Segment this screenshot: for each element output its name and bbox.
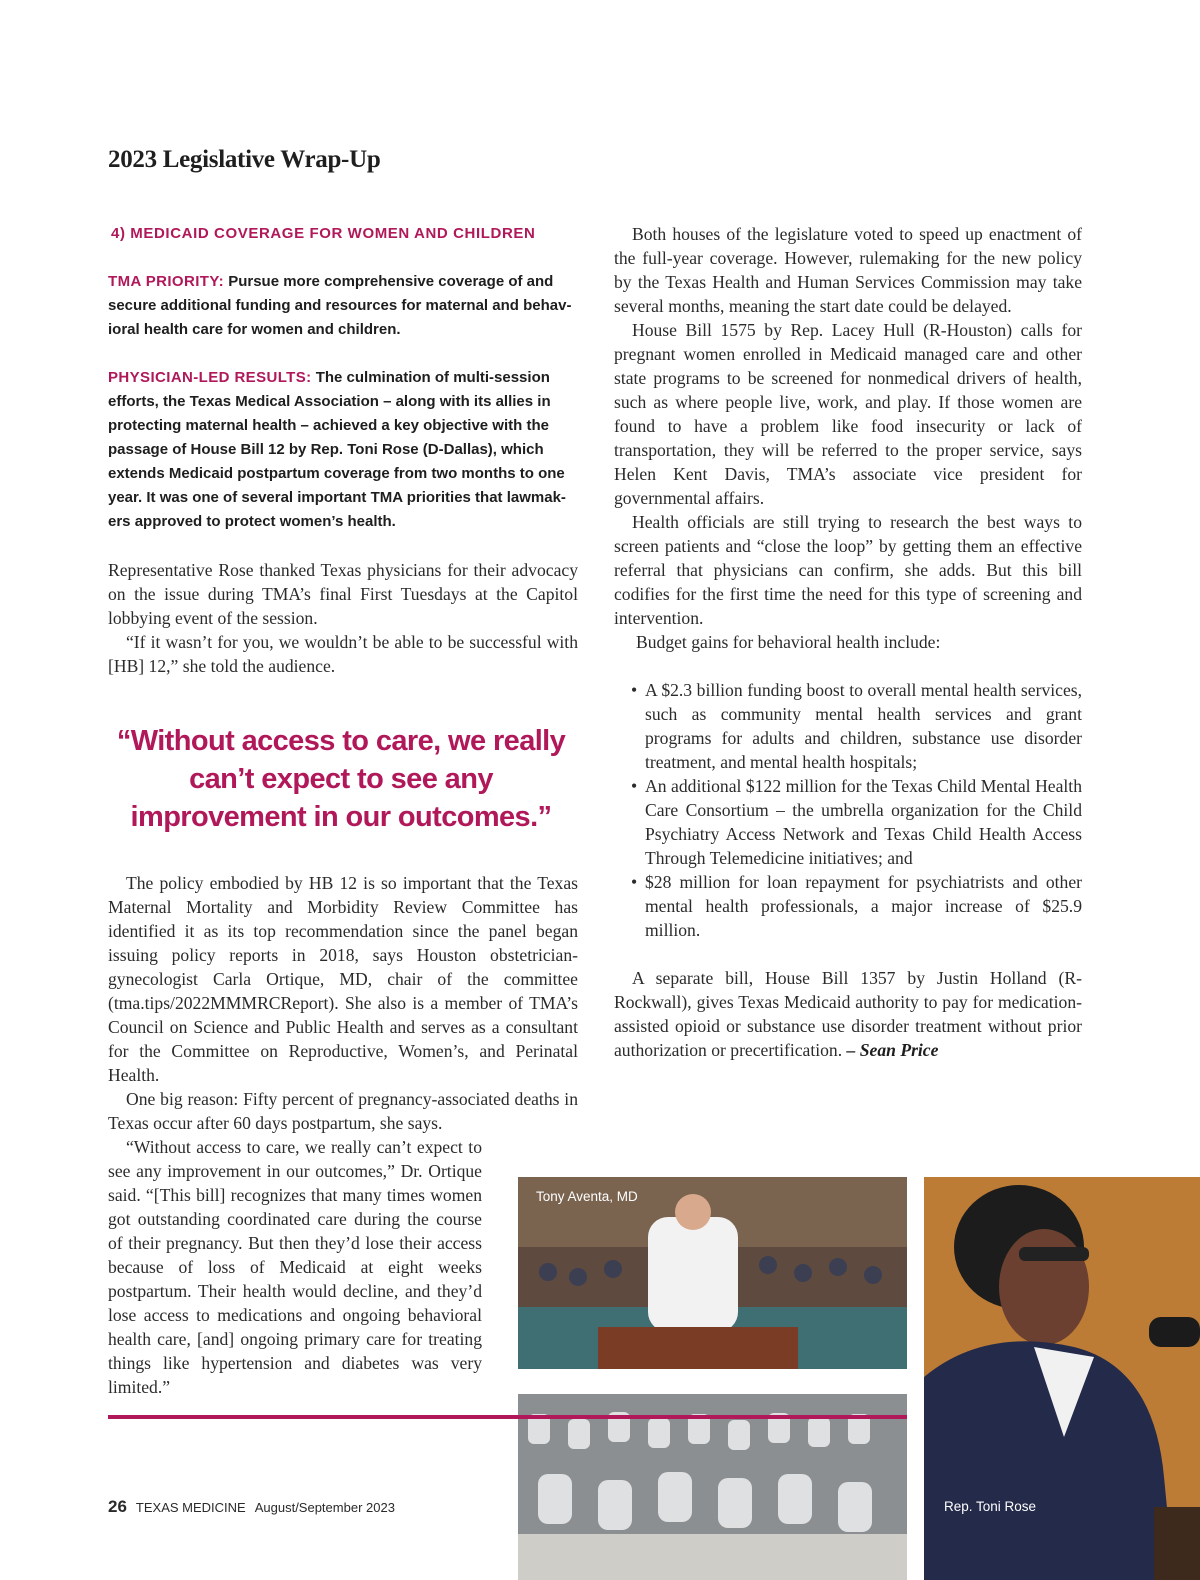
page-number: 26 bbox=[108, 1497, 127, 1516]
paragraph: “If it wasn’t for you, we wouldn’t be able to be successful with [HB] 12,” she told the audience. bbox=[108, 632, 578, 676]
left-body-bottom bbox=[108, 1135, 482, 1399]
paragraph: Budget gains for behavioral health include: bbox=[636, 632, 941, 652]
results-label: PHYSICIAN-LED RESULTS: bbox=[108, 369, 312, 386]
paragraph: One big reason: Fifty percent of pregnancy-associated deaths in Texas occur after 60 days postpartum, she says. bbox=[108, 1089, 578, 1133]
paragraph: Representative Rose thanked Texas physicians for their advocacy on the issue during TMA’s final First Tuesdays at the Capitol lobbying event of the session. bbox=[108, 560, 578, 628]
byline: – Sean Price bbox=[846, 1040, 939, 1060]
photo-toni-rose bbox=[924, 1177, 1200, 1580]
publication-name: TEXAS MEDICINE bbox=[135, 1500, 246, 1515]
tma-priority-block bbox=[108, 270, 578, 342]
audience-illustration bbox=[518, 1394, 907, 1580]
issue-date: August/September 2023 bbox=[254, 1500, 395, 1515]
photo-audience bbox=[518, 1394, 907, 1580]
paragraph: “Without access to care, we really can’t expect to see any improvement in our outcomes,” Dr. Ortique said. “[This bill] recognizes that many times women got outstanding coordinated care during the course of their pregnancy. But then they’d lose their access because of loss of Medicaid at eight weeks postpartum. Their health would decline, and they’d lose access to medications and ongoing behavioral health care, [and] ongoing primary care for treating things like hypertension and diabetes was very limited.” bbox=[108, 1137, 482, 1397]
page-footer bbox=[108, 1497, 395, 1517]
right-column bbox=[614, 222, 1082, 1062]
photo-caption: Rep. Toni Rose bbox=[944, 1499, 1037, 1514]
paragraph bbox=[614, 966, 1082, 1062]
paragraph: Both houses of the legislature voted to speed up enactment of the full-year coverage. However, rulemaking for the new policy by the Texas Health and Human Services Commission may take several months, meaning the start date could be delayed. bbox=[614, 224, 1082, 316]
left-body-middle bbox=[108, 871, 578, 1135]
topic-heading: 4) MEDICAID COVERAGE FOR WOMEN AND CHILDREN bbox=[111, 225, 536, 242]
paragraph: House Bill 1575 by Rep. Lacey Hull (R-Houston) calls for pregnant women enrolled in Medicaid managed care and other state programs to be screened for nonmedical drivers of health, such as where people live, work, and play. If those women are found to have a problem like food insecurity or lack of transportation, they will be referred to the proper service, says Helen Kent Davis, TMA’s associate vice president for governmental affairs. bbox=[614, 320, 1082, 508]
paragraph-text: A separate bill, House Bill 1357 by Justin Holland (R-Rockwall), gives Texas Medicaid authority to pay for medication-assisted opioid or substance use disorder treatment without prior authorization or precertification. bbox=[614, 968, 1082, 1060]
photo-caption: Tony Aventa, MD bbox=[536, 1189, 638, 1204]
left-body-top bbox=[108, 558, 578, 678]
left-column bbox=[108, 222, 578, 678]
budget-bullet-list bbox=[614, 678, 1082, 942]
divider-rule bbox=[108, 1415, 907, 1419]
paragraph: The policy embodied by HB 12 is so important that the Texas Maternal Mortality and Morbidity Review Committee has identified it as its top recommendation since the panel began issuing policy reports in 2018, says Houston obstetrician-gynecologist Carla Ortique, MD, chair of the committee (tma.tips/2022MMMRCReport). She also is a member of TMA’s Council on Science and Public Health and serves as a consultant for the Committee on Reproductive, Women’s, and Perinatal Health. bbox=[108, 873, 578, 1085]
photo-tony-aventa bbox=[518, 1177, 907, 1369]
bullet-item: • An additional $122 million for the Texas Child Mental Health Care Consortium – the umbrella organization for the Child Psychiatry Access Network and Texas Child Health Access Through Telemedicine initiatives; and bbox=[614, 774, 1082, 870]
speaker-illustration bbox=[924, 1177, 1200, 1580]
section-title: 2023 Legislative Wrap-Up bbox=[108, 146, 381, 173]
paragraph: Health officials are still trying to research the best ways to screen patients and “close the loop” by getting them an effective referral that physicians can confirm, she adds. But this bill codifies for the first time the need for this type of screening and intervention. bbox=[614, 512, 1082, 628]
priority-label: TMA PRIORITY: bbox=[108, 273, 225, 290]
bullet-item: • $28 million for loan repayment for psychiatrists and other mental health professionals, a major increase of $25.9 million. bbox=[614, 870, 1082, 942]
hearing-room-illustration bbox=[518, 1177, 907, 1369]
results-text: The culmination of multi-session efforts, the Texas Medical Association – along with its allies in protecting maternal health – achieved a key objective with the passage of House Bill 12 by Rep. Toni Rose (D-Dallas), which extends Medicaid postpartum coverage from two months to one year. It was one of several important TMA priorities that lawmakers approved to protect women’s health. bbox=[108, 369, 566, 530]
bullet-item: • A $2.3 billion funding boost to overall mental health services, such as community mental health services and grant programs for adults and children, substance use disorder treatment, and mental health hospitals; bbox=[614, 678, 1082, 774]
pull-quote: “Without access to care, we really can’t expect to see any improvement in our outcomes.” bbox=[116, 725, 566, 833]
priority-text: Pursue more comprehensive coverage of and secure additional funding and resources for maternal and behavioral health care for women and children. bbox=[108, 273, 572, 338]
physician-results-block bbox=[108, 366, 578, 534]
